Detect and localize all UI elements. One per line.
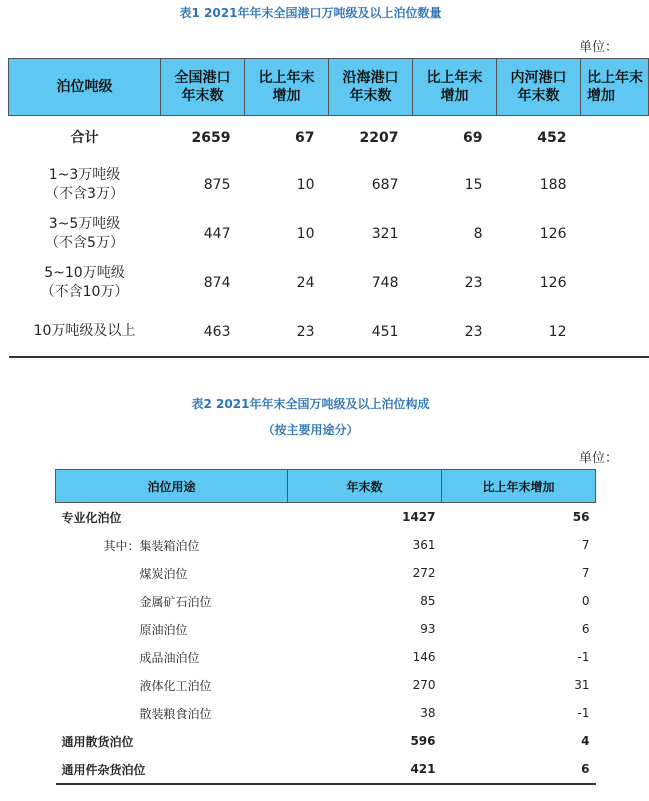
table-row (56, 671, 596, 699)
cell: 2659 (191, 130, 231, 146)
cell: 272 (412, 566, 436, 580)
cell: 748 (371, 274, 399, 291)
cell: 4 (581, 734, 590, 748)
row-label: 液体化工泊位 (139, 678, 212, 693)
cell: 85 (420, 594, 436, 608)
row-prefix: 其中： (103, 538, 140, 553)
row-label: 1~3万吨级 （不含3万） (45, 166, 124, 202)
table2-unit: 单位： (579, 451, 619, 466)
table-row (56, 559, 596, 587)
cell: 126 (539, 225, 567, 242)
cell: 0 (581, 594, 590, 608)
table-row (56, 531, 596, 559)
header-increase: 比上年末增加 (442, 470, 596, 503)
cell: 875 (203, 176, 231, 193)
row-label: 通用散货泊位 (61, 734, 134, 749)
cell: 6 (581, 622, 590, 636)
table1-unit: 单位： (579, 40, 619, 55)
cell: 8 (473, 225, 483, 242)
cell: 321 (371, 225, 399, 242)
table-row (9, 258, 649, 307)
cell: 7 (581, 566, 590, 580)
cell: 451 (329, 307, 413, 357)
cell: 463 (161, 307, 245, 357)
cell: 7 (581, 538, 590, 552)
table-row (9, 307, 649, 357)
cell: 10 (296, 225, 315, 242)
table-row (56, 615, 596, 643)
table2-subtitle: （按主要用途分） (262, 423, 359, 437)
row-label: 3~5万吨级 （不含5万） (45, 215, 124, 251)
header-inland-year-end: 内河港口 年末数 (497, 59, 581, 116)
cell: 15 (464, 176, 483, 193)
cell: 687 (371, 176, 399, 193)
header-national-year-end: 全国港口 年末数 (161, 59, 245, 116)
cell: -1 (577, 650, 590, 664)
cell: 126 (539, 274, 567, 291)
cell: 23 (245, 307, 329, 357)
cell: 23 (464, 274, 483, 291)
row-label: 专业化泊位 (61, 510, 122, 525)
berth-usage-table (55, 469, 596, 785)
cell: 56 (572, 510, 590, 524)
row-label: 通用件杂货泊位 (56, 755, 288, 784)
header-year-end: 年末数 (288, 470, 442, 503)
cell (581, 258, 649, 307)
cell: 10 (296, 176, 315, 193)
cell: 38 (420, 706, 436, 720)
cell: 1427 (402, 510, 436, 524)
cell: 188 (539, 176, 567, 193)
cell: 421 (288, 755, 442, 784)
cell: 146 (412, 650, 436, 664)
berth-tonnage-table (8, 58, 649, 358)
table-row (9, 209, 649, 258)
header-berth-tonnage: 泊位吨级 (9, 59, 161, 116)
header-coastal-year-end: 沿海港口 年末数 (329, 59, 413, 116)
cell: 874 (203, 274, 231, 291)
table-row (56, 699, 596, 727)
row-label: 散装粮食泊位 (139, 706, 212, 721)
table-row (56, 503, 596, 532)
cell: -1 (577, 706, 590, 720)
header-inland-increase: 比上年末 增加 (581, 59, 649, 116)
cell: 270 (412, 678, 436, 692)
cell: 596 (410, 734, 436, 748)
row-label: 合计 (70, 129, 99, 146)
table-row (56, 643, 596, 671)
cell: 93 (420, 622, 436, 636)
cell: 23 (413, 307, 497, 357)
cell: 2207 (359, 130, 399, 146)
cell: 452 (537, 130, 567, 146)
table-row (56, 587, 596, 615)
header-national-increase: 比上年末 增加 (245, 59, 329, 116)
row-label: 原油泊位 (139, 622, 188, 637)
header-coastal-increase: 比上年末 增加 (413, 59, 497, 116)
cell (581, 209, 649, 258)
table-row (9, 116, 649, 161)
cell: 361 (412, 538, 436, 552)
table-row (56, 755, 596, 784)
row-label: 5~10万吨级 （不含10万） (40, 264, 129, 300)
table-row (9, 160, 649, 209)
cell: 31 (574, 678, 590, 692)
cell: 69 (463, 130, 483, 146)
cell: 24 (296, 274, 315, 291)
cell (581, 307, 649, 357)
table-row (56, 727, 596, 755)
cell: 6 (442, 755, 596, 784)
cell (581, 160, 649, 209)
cell: 67 (295, 130, 315, 146)
header-berth-usage: 泊位用途 (56, 470, 288, 503)
table1-title: 表1 2021年年末全国港口万吨级及以上泊位数量 (179, 6, 442, 20)
cell (581, 116, 649, 161)
row-label: 10万吨级及以上 (9, 307, 161, 357)
row-label: 煤炭泊位 (139, 566, 188, 581)
row-label: 成品油泊位 (139, 650, 200, 665)
cell: 447 (203, 225, 231, 242)
row-label: 集装箱泊位 (139, 538, 200, 553)
table2-title: 表2 2021年年末全国万吨级及以上泊位构成 (191, 397, 430, 411)
cell: 12 (497, 307, 581, 357)
row-label: 金属矿石泊位 (139, 594, 212, 609)
